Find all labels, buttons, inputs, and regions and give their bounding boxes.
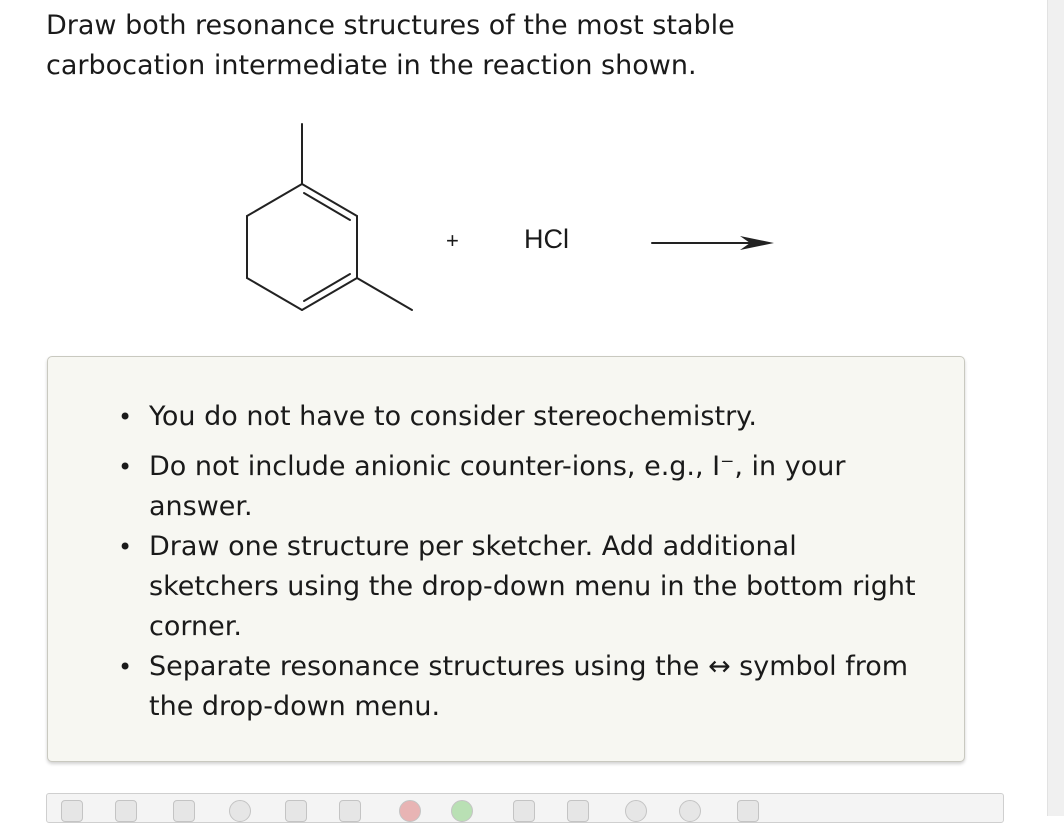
instructions-box bbox=[47, 356, 965, 762]
list-item bbox=[118, 397, 918, 437]
page-scrollbar[interactable] bbox=[1047, 0, 1064, 816]
lasso-icon[interactable] bbox=[61, 800, 83, 822]
sketcher-toolbar bbox=[46, 793, 1004, 823]
ring-bond bbox=[302, 184, 357, 216]
reaction-scheme bbox=[0, 110, 1000, 330]
question-text: Draw both resonance structures of the most stable carbocation intermediate in the reaction shown. bbox=[46, 10, 735, 81]
list-item bbox=[118, 647, 918, 727]
eraser-icon[interactable] bbox=[115, 800, 137, 822]
charge-icon[interactable] bbox=[399, 800, 421, 822]
ring-bond bbox=[247, 278, 302, 310]
list-item bbox=[118, 447, 918, 527]
bullet: • bbox=[118, 453, 133, 481]
instructions-list bbox=[118, 397, 918, 727]
plus-sign: + bbox=[446, 228, 459, 253]
instruction-text: You do not have to consider stereochemistry. bbox=[149, 401, 757, 432]
ring-bond bbox=[247, 184, 302, 216]
ring-double-bond-inner bbox=[304, 274, 350, 301]
atom-icon[interactable] bbox=[451, 800, 473, 822]
bullet: • bbox=[118, 533, 133, 561]
methyl-bond-lower bbox=[357, 278, 412, 310]
instruction-text: Do not include anionic counter-ions, e.g., I⁻, in your answer. bbox=[149, 451, 846, 522]
instruction-text: Draw one structure per sketcher. Add additional sketchers using the drop-down menu in the bottom right corner. bbox=[149, 531, 916, 642]
reaction-drawing bbox=[0, 110, 1000, 330]
instruction-text: Separate resonance structures using the ↔ symbol from the drop-down menu. bbox=[149, 651, 909, 722]
template-icon[interactable] bbox=[339, 800, 361, 822]
ring-bond bbox=[302, 278, 357, 310]
pencil-icon[interactable] bbox=[173, 800, 195, 822]
ring-double-bond-inner bbox=[304, 193, 350, 220]
reagent-label: HCl bbox=[524, 224, 569, 254]
bullet: • bbox=[118, 403, 133, 431]
ring-icon[interactable] bbox=[229, 800, 251, 822]
chain-icon[interactable] bbox=[285, 800, 307, 822]
paste-icon[interactable] bbox=[567, 800, 589, 822]
zoom-icon[interactable] bbox=[625, 800, 647, 822]
list-item bbox=[118, 527, 918, 647]
bullet: • bbox=[118, 653, 133, 681]
clipboard-icon[interactable] bbox=[513, 800, 535, 822]
undo-icon[interactable] bbox=[679, 800, 701, 822]
drop-down-icon[interactable] bbox=[737, 800, 759, 822]
